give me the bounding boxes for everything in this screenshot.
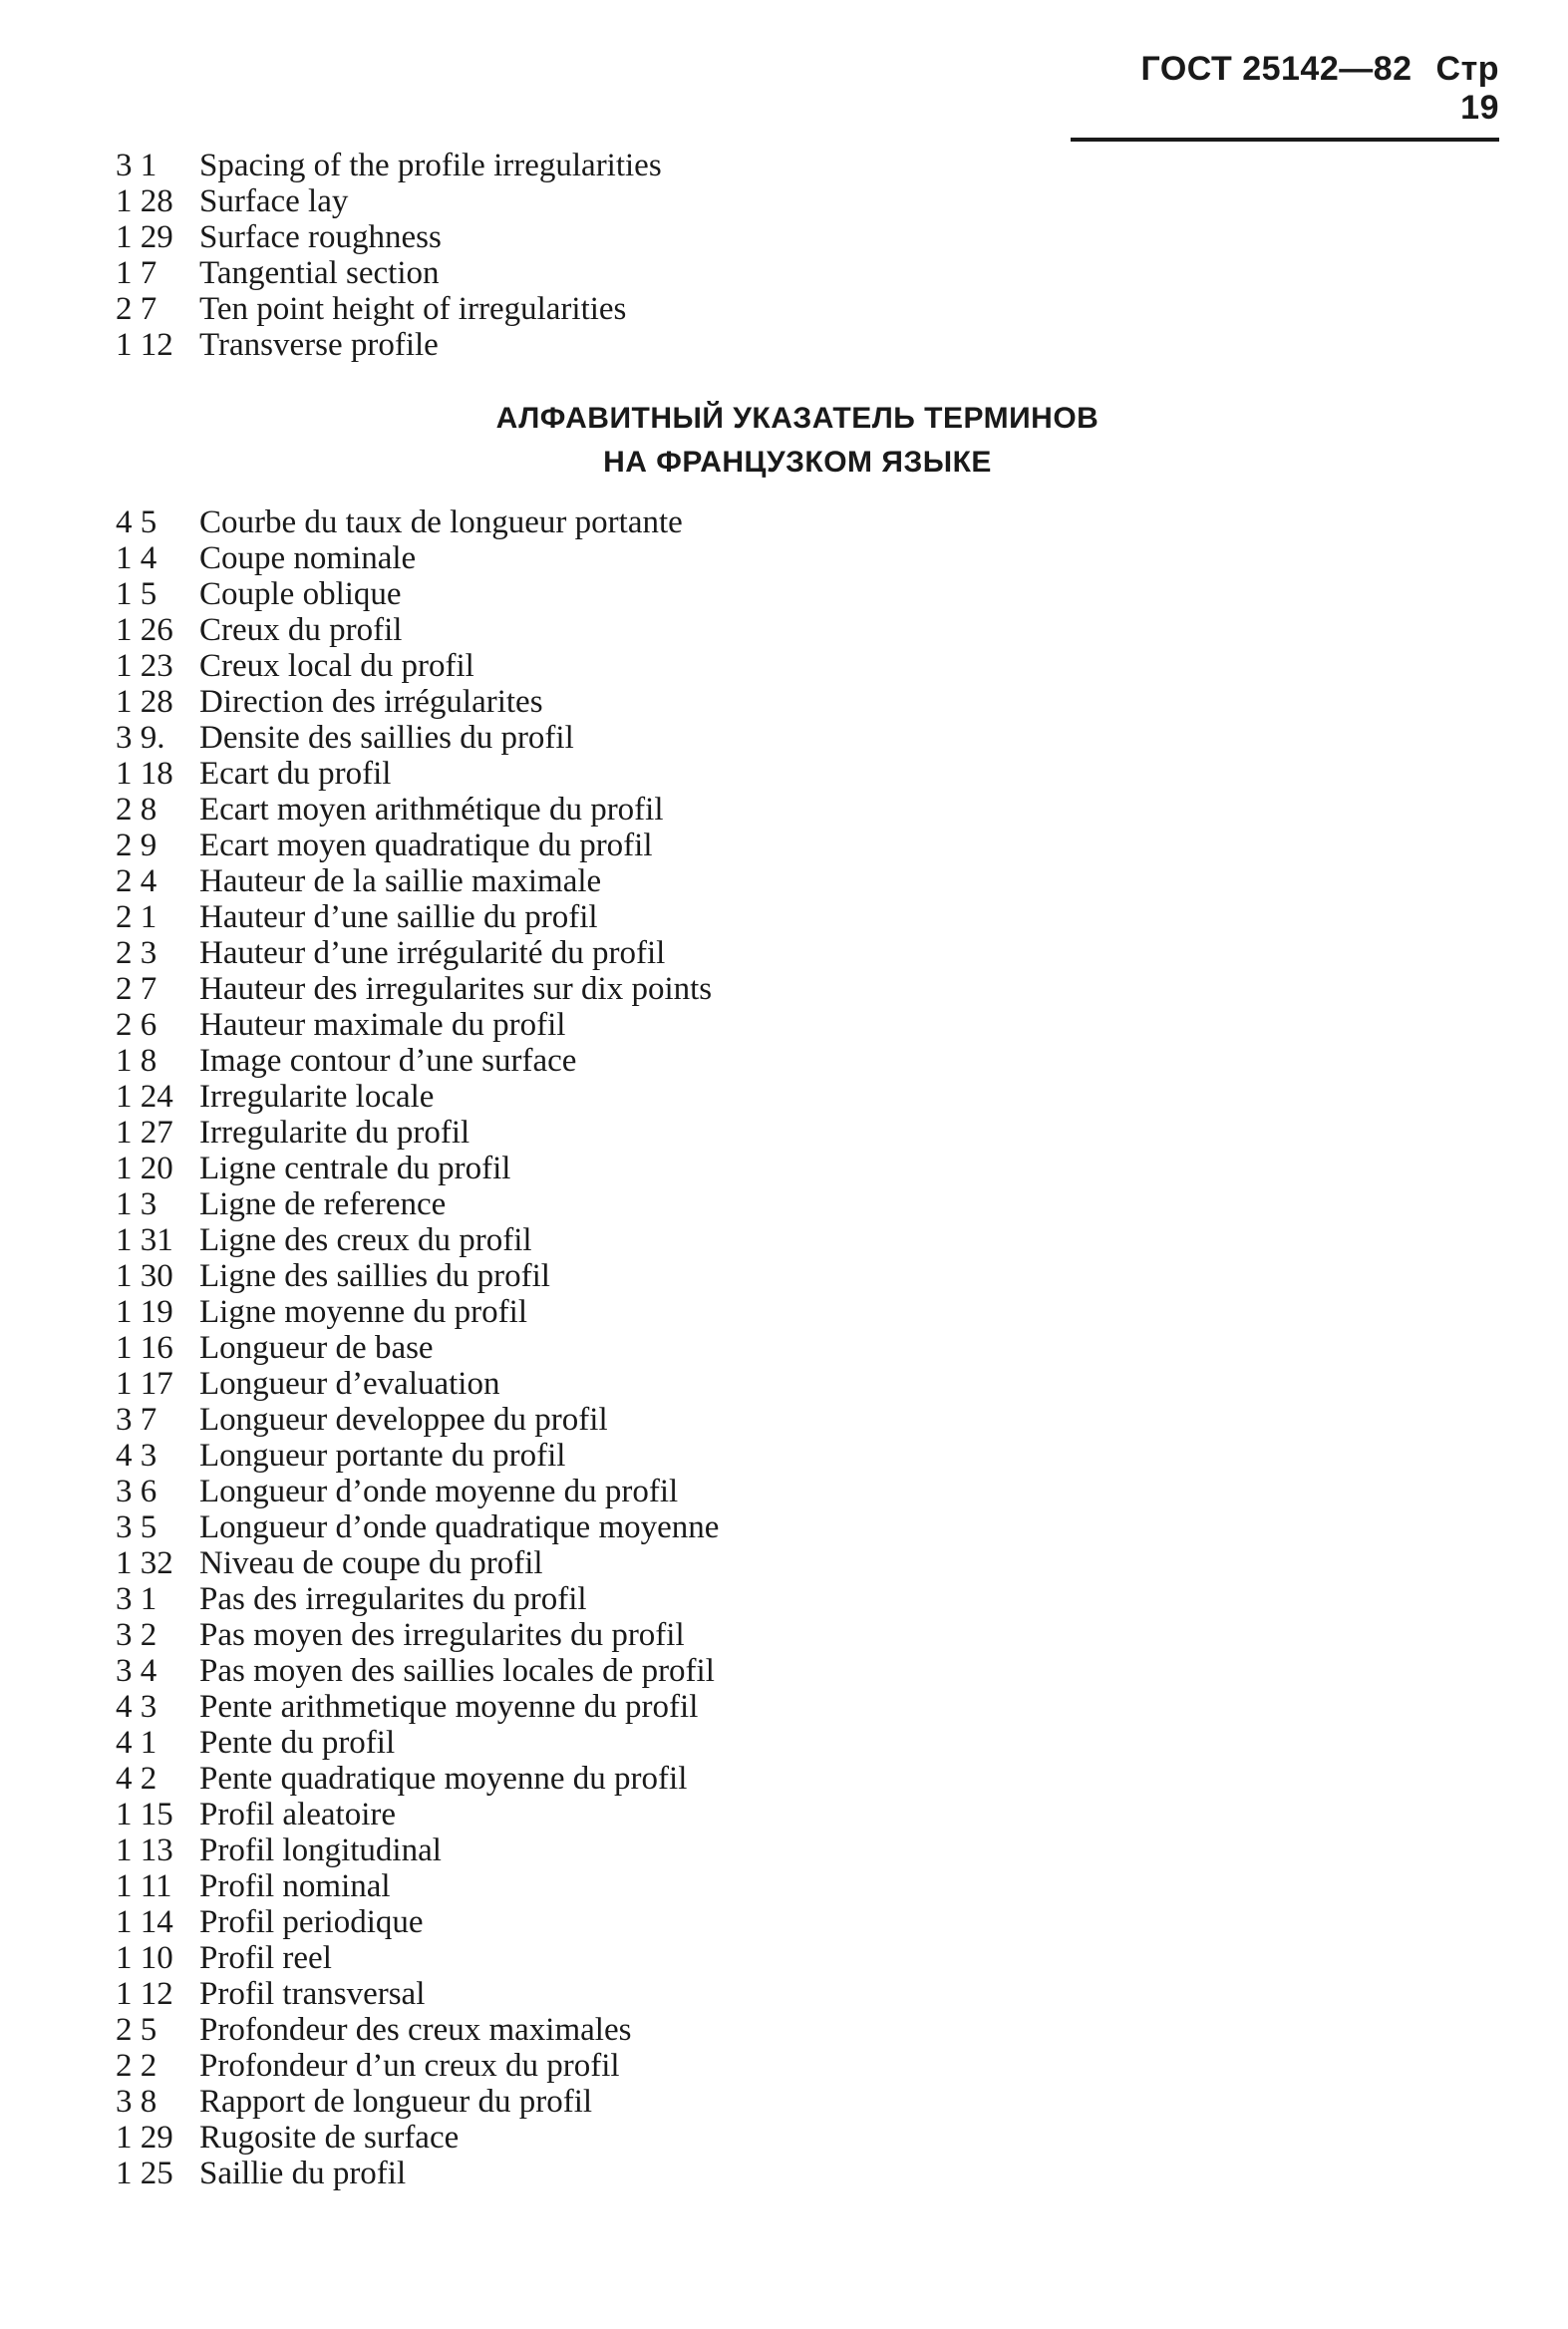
entry-number xyxy=(96,2084,199,2120)
entry-number xyxy=(96,1545,199,1581)
entry-number-text: 1 11 xyxy=(116,1868,172,1904)
section-title-line-2: НА ФРАНЦУЗКОМ ЯЗЫКЕ xyxy=(603,446,992,479)
entry-number xyxy=(96,1258,199,1294)
entry-number-text: 2 2 xyxy=(116,2048,157,2084)
entry-term: Pas des irregularites du profil xyxy=(199,1581,587,1617)
entry-number xyxy=(96,1115,199,1151)
entry-number-text: 1 4 xyxy=(116,540,157,576)
entry-number xyxy=(96,1294,199,1330)
index-entry xyxy=(96,576,719,612)
section-title-line-1: АЛФАВИТНЫЙ УКАЗАТЕЛЬ ТЕРМИНОВ xyxy=(495,402,1099,435)
entry-term: Spacing of the profile irregularities xyxy=(199,148,662,183)
entry-number-text: 1 12 xyxy=(116,1976,173,2012)
entry-number xyxy=(96,1617,199,1653)
entry-term: Ecart du profil xyxy=(199,756,392,792)
entry-number xyxy=(96,1402,199,1438)
entry-number xyxy=(96,504,199,540)
entry-term: Tangential section xyxy=(199,255,440,291)
index-entry xyxy=(96,1115,719,1151)
entry-number-text: 3 1 xyxy=(116,1581,157,1617)
entry-term: Ligne des creux du profil xyxy=(199,1222,532,1258)
entry-number-text: 1 28 xyxy=(116,183,173,219)
entry-term: Ligne des saillies du profil xyxy=(199,1258,550,1294)
entry-number-text: 1 10 xyxy=(116,1940,173,1976)
entry-number xyxy=(96,1222,199,1258)
entry-number xyxy=(96,576,199,612)
entry-number-text: 1 29 xyxy=(116,2120,173,2156)
entry-number-text: 3 7 xyxy=(116,1402,157,1438)
entry-number-text: 1 5 xyxy=(116,576,157,612)
entry-number-text: 1 19 xyxy=(116,1294,173,1330)
index-entry xyxy=(96,1545,719,1581)
index-entry xyxy=(96,2120,719,2156)
entry-number xyxy=(96,1725,199,1761)
page-header xyxy=(1071,50,1499,142)
entry-term: Profondeur d’un creux du profil xyxy=(199,2048,620,2084)
entry-term: Profil reel xyxy=(199,1940,332,1976)
french-term-list xyxy=(96,504,719,2191)
entry-number-text: 2 1 xyxy=(116,899,157,935)
entry-number-text: 2 8 xyxy=(116,792,157,828)
index-entry xyxy=(96,1761,719,1797)
entry-number xyxy=(96,612,199,648)
entry-term: Profil transversal xyxy=(199,1976,426,2012)
entry-term: Irregularite locale xyxy=(199,1079,435,1115)
entry-term: Direction des irrégularites xyxy=(199,684,543,720)
entry-number-text: 3 8 xyxy=(116,2084,157,2120)
entry-number xyxy=(96,1689,199,1725)
entry-term: Courbe du taux de longueur portante xyxy=(199,504,683,540)
entry-number-text: 4 3 xyxy=(116,1438,157,1474)
entry-number-text: 1 8 xyxy=(116,1043,157,1079)
entry-term: Ecart moyen arithmétique du profil xyxy=(199,792,664,828)
entry-number-text: 1 24 xyxy=(116,1079,173,1115)
index-entry xyxy=(96,1043,719,1079)
entry-term: Hauteur d’une saillie du profil xyxy=(199,899,598,935)
entry-term: Ligne centrale du profil xyxy=(199,1151,511,1186)
index-entry xyxy=(96,648,719,684)
entry-number xyxy=(96,183,199,219)
entry-term: Longueur portante du profil xyxy=(199,1438,566,1474)
entry-term: Profondeur des creux maximales xyxy=(199,2012,632,2048)
entry-term: Pente quadratique moyenne du profil xyxy=(199,1761,688,1797)
index-entry xyxy=(96,828,719,863)
entry-number xyxy=(96,1438,199,1474)
index-entry xyxy=(96,1258,719,1294)
index-entry xyxy=(96,255,662,291)
entry-term: Ligne moyenne du profil xyxy=(199,1294,528,1330)
entry-number-text: 4 5 xyxy=(116,504,157,540)
index-entry xyxy=(96,1438,719,1474)
entry-number xyxy=(96,1832,199,1868)
entry-term: Creux du profil xyxy=(199,612,403,648)
entry-term: Longueur d’evaluation xyxy=(199,1366,500,1402)
entry-term: Longueur de base xyxy=(199,1330,434,1366)
entry-number-text: 1 15 xyxy=(116,1797,173,1832)
entry-term: Image contour d’une surface xyxy=(199,1043,577,1079)
entry-number-text: 1 25 xyxy=(116,2156,173,2191)
entry-term: Pente arithmetique moyenne du profil xyxy=(199,1689,699,1725)
index-entry xyxy=(96,148,662,183)
entry-number-text: 3 4 xyxy=(116,1653,157,1689)
entry-term: Ecart moyen quadratique du profil xyxy=(199,828,653,863)
entry-term: Rapport de longueur du profil xyxy=(199,2084,593,2120)
entry-number-text: 1 23 xyxy=(116,648,173,684)
entry-number-text: 2 3 xyxy=(116,935,157,971)
index-entry xyxy=(96,1151,719,1186)
index-entry xyxy=(96,1222,719,1258)
entry-term: Hauteur d’une irrégularité du profil xyxy=(199,935,666,971)
entry-number xyxy=(96,1186,199,1222)
entry-term: Couple oblique xyxy=(199,576,402,612)
index-entry xyxy=(96,2048,719,2084)
entry-term: Hauteur maximale du profil xyxy=(199,1007,566,1043)
index-entry xyxy=(96,756,719,792)
entry-number xyxy=(96,1079,199,1115)
index-entry xyxy=(96,1007,719,1043)
entry-number-text: 1 12 xyxy=(116,327,173,363)
entry-term: Pente du profil xyxy=(199,1725,396,1761)
entry-term: Irregularite du profil xyxy=(199,1115,470,1151)
index-entry xyxy=(96,1797,719,1832)
index-entry xyxy=(96,2084,719,2120)
entry-number-text: 1 30 xyxy=(116,1258,173,1294)
entry-term: Profil aleatoire xyxy=(199,1797,397,1832)
entry-term: Surface roughness xyxy=(199,219,442,255)
entry-number-text: 1 17 xyxy=(116,1366,173,1402)
entry-term: Creux local du profil xyxy=(199,648,474,684)
index-entry xyxy=(96,1294,719,1330)
entry-term: Hauteur des irregularites sur dix points xyxy=(199,971,713,1007)
index-entry xyxy=(96,1725,719,1761)
entry-number xyxy=(96,971,199,1007)
index-entry xyxy=(96,612,719,648)
index-entry xyxy=(96,1402,719,1438)
index-entry xyxy=(96,1079,719,1115)
index-entry xyxy=(96,1976,719,2012)
entry-number-text: 1 18 xyxy=(116,756,173,792)
index-entry xyxy=(96,684,719,720)
entry-number xyxy=(96,828,199,863)
index-entry xyxy=(96,1186,719,1222)
entry-term: Ten point height of irregularities xyxy=(199,291,627,327)
entry-number xyxy=(96,935,199,971)
index-entry xyxy=(96,792,719,828)
entry-number-text: 1 14 xyxy=(116,1904,173,1940)
index-entry xyxy=(96,183,662,219)
entry-number xyxy=(96,899,199,935)
index-entry xyxy=(96,1366,719,1402)
standard-code: ГОСТ 25142—82 xyxy=(1140,50,1412,88)
index-entry xyxy=(96,1940,719,1976)
index-entry xyxy=(96,2156,719,2191)
entry-number-text: 1 16 xyxy=(116,1330,173,1366)
entry-number-text: 4 1 xyxy=(116,1725,157,1761)
entry-number xyxy=(96,1653,199,1689)
index-entry xyxy=(96,2012,719,2048)
index-entry xyxy=(96,1653,719,1689)
entry-term: Coupe nominale xyxy=(199,540,417,576)
entry-number xyxy=(96,1904,199,1940)
entry-number xyxy=(96,756,199,792)
index-entry xyxy=(96,863,719,899)
entry-term: Longueur d’onde moyenne du profil xyxy=(199,1474,679,1509)
entry-term: Hauteur de la saillie maximale xyxy=(199,863,602,899)
entry-number xyxy=(96,1007,199,1043)
entry-number-text: 3 5 xyxy=(116,1509,157,1545)
index-entry xyxy=(96,1330,719,1366)
entry-term: Surface lay xyxy=(199,183,349,219)
entry-number xyxy=(96,1581,199,1617)
index-entry xyxy=(96,1868,719,1904)
entry-number-text: 3 2 xyxy=(116,1617,157,1653)
index-entry xyxy=(96,1474,719,1509)
entry-number-text: 1 26 xyxy=(116,612,173,648)
entry-number xyxy=(96,1043,199,1079)
index-entry xyxy=(96,720,719,756)
entry-number xyxy=(96,720,199,756)
entry-number-text: 2 5 xyxy=(116,2012,157,2048)
entry-number xyxy=(96,1761,199,1797)
entry-number xyxy=(96,1940,199,1976)
page-number: 19 xyxy=(1460,89,1499,127)
entry-number-text: 1 32 xyxy=(116,1545,173,1581)
entry-number-text: 2 6 xyxy=(116,1007,157,1043)
entry-number xyxy=(96,219,199,255)
index-entry xyxy=(96,1509,719,1545)
entry-number xyxy=(96,1330,199,1366)
entry-number-text: 1 28 xyxy=(116,684,173,720)
entry-number-text: 2 4 xyxy=(116,863,157,899)
entry-number xyxy=(96,1366,199,1402)
entry-term: Longueur d’onde quadratique moyenne xyxy=(199,1509,720,1545)
index-entry xyxy=(96,1832,719,1868)
entry-term: Saillie du profil xyxy=(199,2156,407,2191)
entry-term: Rugosite de surface xyxy=(199,2120,460,2156)
entry-term: Ligne de reference xyxy=(199,1186,447,1222)
entry-term: Transverse profile xyxy=(199,327,439,363)
entry-number-text: 1 13 xyxy=(116,1832,173,1868)
entry-number xyxy=(96,1474,199,1509)
index-entry xyxy=(96,1689,719,1725)
entry-number xyxy=(96,148,199,183)
entry-term: Niveau de coupe du profil xyxy=(199,1545,543,1581)
entry-term: Profil nominal xyxy=(199,1868,391,1904)
entry-number-text: 1 3 xyxy=(116,1186,157,1222)
entry-number xyxy=(96,863,199,899)
index-entry xyxy=(96,504,719,540)
entry-term: Profil periodique xyxy=(199,1904,424,1940)
index-entry xyxy=(96,540,719,576)
english-term-list xyxy=(96,148,662,363)
entry-term: Profil longitudinal xyxy=(199,1832,442,1868)
entry-number-text: 1 29 xyxy=(116,219,173,255)
entry-number-text: 3 9. xyxy=(116,720,165,756)
page-label: Стр xyxy=(1435,50,1499,88)
entry-number xyxy=(96,2120,199,2156)
entry-number-text: 3 6 xyxy=(116,1474,157,1509)
entry-number xyxy=(96,327,199,363)
index-entry xyxy=(96,1581,719,1617)
entry-number xyxy=(96,1976,199,2012)
entry-number xyxy=(96,684,199,720)
entry-number xyxy=(96,255,199,291)
index-entry xyxy=(96,219,662,255)
index-entry xyxy=(96,971,719,1007)
entry-number xyxy=(96,2156,199,2191)
index-entry xyxy=(96,899,719,935)
entry-number-text: 2 9 xyxy=(116,828,157,863)
entry-number-text: 1 7 xyxy=(116,255,157,291)
entry-number-text: 2 7 xyxy=(116,291,157,327)
index-entry xyxy=(96,935,719,971)
index-entry xyxy=(96,1617,719,1653)
entry-number-text: 3 1 xyxy=(116,148,157,183)
index-entry xyxy=(96,327,662,363)
entry-number-text: 4 2 xyxy=(116,1761,157,1797)
entry-term: Pas moyen des saillies locales de profil xyxy=(199,1653,715,1689)
entry-number xyxy=(96,2048,199,2084)
entry-number xyxy=(96,291,199,327)
entry-term: Longueur developpee du profil xyxy=(199,1402,608,1438)
entry-number xyxy=(96,1868,199,1904)
entry-number xyxy=(96,1797,199,1832)
entry-number-text: 1 27 xyxy=(116,1115,173,1151)
entry-term: Densite des saillies du profil xyxy=(199,720,574,756)
entry-number xyxy=(96,540,199,576)
entry-number xyxy=(96,1151,199,1186)
entry-number xyxy=(96,792,199,828)
section-title xyxy=(299,397,1296,485)
entry-term: Pas moyen des irregularites du profil xyxy=(199,1617,685,1653)
entry-number xyxy=(96,648,199,684)
entry-number xyxy=(96,1509,199,1545)
entry-number-text: 1 20 xyxy=(116,1151,173,1186)
entry-number xyxy=(96,2012,199,2048)
index-entry xyxy=(96,1904,719,1940)
entry-number-text: 1 31 xyxy=(116,1222,173,1258)
index-entry xyxy=(96,291,662,327)
entry-number-text: 4 3 xyxy=(116,1689,157,1725)
entry-number-text: 2 7 xyxy=(116,971,157,1007)
